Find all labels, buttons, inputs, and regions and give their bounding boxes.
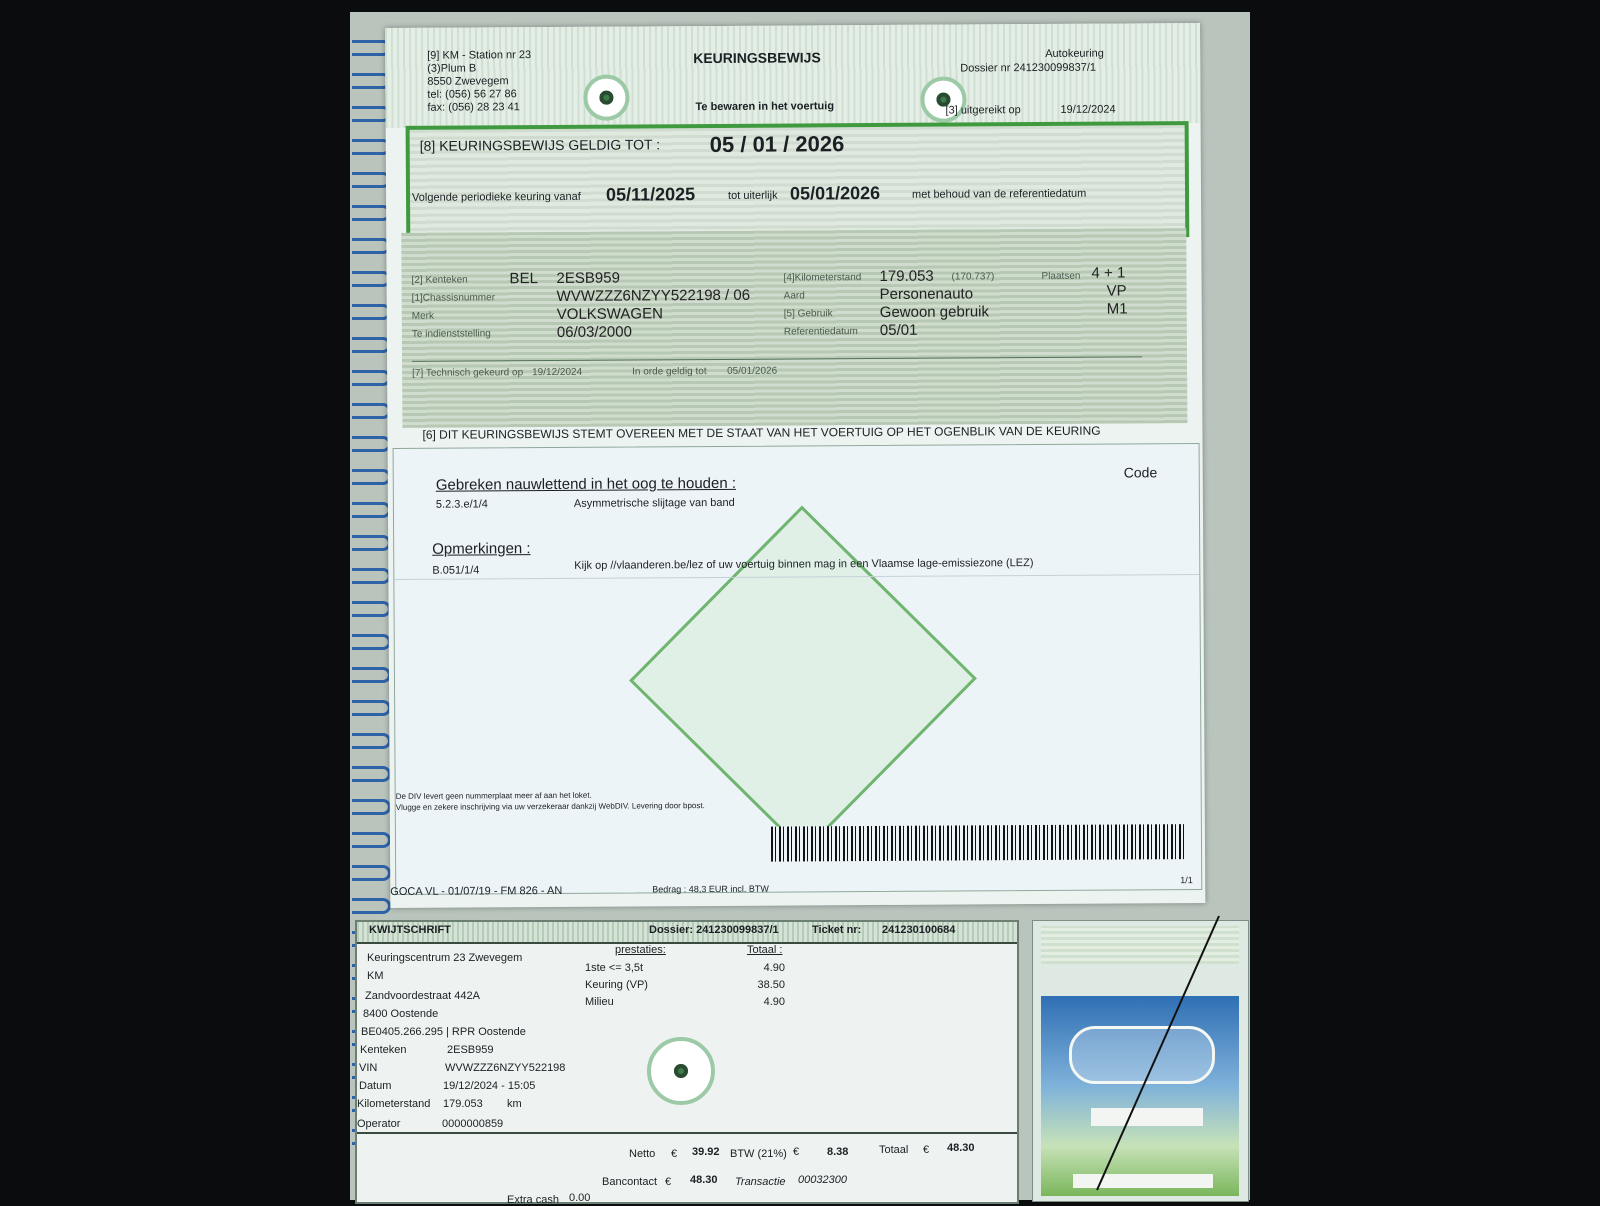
validity-box — [406, 121, 1190, 242]
spiral-ring — [352, 436, 391, 452]
receipt-vat: BE0405.266.295 | RPR Oostende — [361, 1026, 526, 1038]
totals-divider — [357, 1132, 1017, 1134]
netto-euro: € — [671, 1148, 678, 1160]
make-label: Merk — [411, 310, 435, 322]
mileage-label: [4]Kilometerstand — [783, 272, 862, 284]
spiral-ring — [352, 535, 391, 551]
receipt-km-unit: km — [507, 1098, 522, 1110]
receipt-dossier: Dossier: 241230099837/1 — [649, 924, 779, 936]
stub-artwork — [1041, 996, 1239, 1196]
reference-value: 05/01 — [879, 321, 918, 339]
station-operator: (3)Plum B — [427, 62, 477, 75]
code-label: Code — [1123, 464, 1158, 481]
station-fax: fax: (056) 28 23 41 — [427, 101, 520, 114]
receipt-date-label: Datum — [359, 1080, 392, 1092]
service-date-label: Te indienststelling — [411, 328, 491, 340]
item-name: Milieu — [585, 996, 614, 1008]
spiral-ring — [352, 337, 391, 353]
btw-label: BTW (21%) — [730, 1148, 787, 1160]
plate-country: BEL — [509, 270, 538, 288]
spiral-ring — [352, 304, 391, 320]
ticket-label: Ticket nr: — [812, 924, 862, 936]
divider-line — [412, 356, 1142, 361]
spiral-ring — [352, 832, 391, 848]
receipt-title: KWIJTSCHRIFT — [369, 924, 451, 936]
next-inspection-label: Volgende periodieke keuring vanaf — [412, 190, 581, 204]
kind-value: Personenauto — [879, 285, 974, 303]
defect-text: Asymmetrische slijtage van band — [573, 496, 735, 510]
spiral-ring — [352, 667, 391, 683]
div-note-2: Vlugge en zekere inschrijving via uw verzekeraar dankzij WebDIV. Levering door bpost. — [395, 801, 705, 812]
conformity-statement: [6] DIT KEURINGSBEWIJS STEMT OVEREEN MET DE STAAT VAN HET VOERTUIG OP HET OGENBLIK VAN DE KEURING — [422, 423, 1101, 442]
div-note-1: De DIV levert geen nummerplaat meer af aan het loket. — [395, 790, 592, 801]
category-value: M1 — [1106, 300, 1128, 318]
spiral-ring — [352, 403, 391, 419]
document-title: KEURINGSBEWIJS — [693, 49, 821, 67]
receipt-plate-label: Kenteken — [360, 1044, 407, 1056]
btw-euro: € — [793, 1146, 800, 1158]
receipt-date: 19/12/2024 - 15:05 — [443, 1080, 536, 1092]
extracash-label: Extra cash — [507, 1194, 559, 1206]
technical-label: [7] Technisch gekeurd op — [412, 367, 524, 379]
receipt-item — [585, 979, 785, 996]
document-subtitle: Te bewaren in het voertuig — [695, 100, 835, 114]
extracash-value: 0.00 — [569, 1192, 591, 1204]
issued-label: [3] uitgereikt op — [945, 104, 1021, 117]
stub-pattern — [1041, 926, 1239, 964]
eye-logo-icon — [647, 1037, 715, 1105]
plate-number: 2ESB959 — [556, 269, 620, 287]
total-value: 48.30 — [947, 1142, 975, 1154]
spiral-ring — [352, 865, 391, 881]
plate-label: [2] Kenteken — [411, 274, 468, 286]
validity-label: [8] KEURINGSBEWIJS GELDIG TOT : — [419, 136, 661, 154]
vehicle-data — [401, 228, 1187, 428]
station-city: 8550 Zwevegem — [427, 75, 509, 88]
order-label: In orde geldig tot — [632, 366, 707, 378]
make-value: VOLKSWAGEN — [556, 305, 663, 323]
spiral-ring — [352, 568, 391, 584]
spiral-ring — [352, 238, 391, 254]
findings-area — [393, 443, 1203, 895]
vp-value: VP — [1106, 282, 1127, 300]
seats-label: Plaatsen — [1041, 270, 1081, 282]
spiral-ring — [352, 799, 391, 815]
spiral-ring — [352, 502, 391, 518]
receipt-item — [585, 962, 785, 979]
netto-value: 39.92 — [692, 1146, 720, 1158]
transactie-label: Transactie — [735, 1176, 786, 1188]
receipt-km-label: Kilometerstand — [357, 1098, 431, 1110]
service-date: 06/03/2000 — [556, 323, 632, 341]
total-euro: € — [923, 1144, 930, 1156]
remark-code: B.051/1/4 — [432, 564, 480, 577]
form-code: GOCA VL - 01/07/19 - FM 826 - AN — [390, 884, 563, 898]
receipt-km: KM — [367, 970, 384, 982]
spiral-ring — [352, 601, 391, 617]
seats-value: 4 + 1 — [1091, 264, 1126, 282]
receipt-items — [585, 962, 785, 1013]
btw-value: 8.38 — [827, 1146, 849, 1158]
eye-logo-icon — [583, 75, 629, 121]
receipt-city: 8400 Oostende — [363, 1008, 439, 1020]
netto-label: Netto — [629, 1148, 656, 1160]
next-inspection-tail: met behoud van de referentiedatum — [911, 187, 1087, 201]
receipt — [355, 920, 1019, 1204]
issued-date: 19/12/2024 — [1060, 103, 1116, 116]
barcode — [771, 824, 1186, 862]
chassis-label: [1]Chassisnummer — [411, 292, 496, 304]
use-value: Gewoon gebruik — [879, 303, 990, 321]
item-amount: 4.90 — [763, 962, 785, 974]
spiral-ring — [352, 634, 391, 650]
spiral-ring — [352, 700, 391, 716]
transactie-value: 00032300 — [798, 1174, 847, 1186]
receipt-item — [585, 996, 785, 1013]
totaal-label: Totaal : — [747, 944, 783, 956]
receipt-plate: 2ESB959 — [447, 1044, 494, 1056]
spiral-ring — [352, 898, 391, 914]
spiral-ring — [352, 271, 391, 287]
remarks-title: Opmerkingen : — [432, 540, 531, 558]
validity-date: 05 / 01 / 2026 — [709, 131, 845, 158]
receipt-operator-label: Operator — [357, 1118, 401, 1130]
ticket-number: 241230100684 — [882, 924, 956, 936]
mileage-value: 179.053 — [879, 267, 934, 285]
total-label: Totaal — [879, 1144, 909, 1156]
item-name: Keuring (VP) — [585, 979, 648, 991]
station-info — [427, 49, 531, 115]
use-label: [5] Gebruik — [783, 308, 833, 320]
remark-text: Kijk op //vlaanderen.be/lez of uw voertuig binnen mag in een Vlaamse lage-emissiezone (LEZ) — [574, 557, 1034, 572]
stub-chain-oval — [1069, 1026, 1215, 1084]
defect-code: 5.2.3.e/1/4 — [435, 498, 488, 511]
inspection-certificate — [385, 23, 1205, 908]
technical-date: 19/12/2024 — [532, 366, 583, 379]
receipt-vin: WVWZZZ6NZYY522198 — [445, 1062, 566, 1074]
spiral-ring — [352, 733, 391, 749]
defects-title: Gebreken nauwlettend in het oog te houden : — [435, 474, 737, 494]
spiral-ring — [352, 370, 391, 386]
reference-label: Referentiedatum — [783, 326, 858, 338]
station-tel: tel: (056) 56 27 86 — [427, 88, 517, 101]
prestaties-label: prestaties: — [615, 944, 666, 956]
mileage-previous: (170.737) — [951, 271, 995, 283]
kind-label: Aard — [783, 290, 805, 302]
dossier-number: Dossier nr 241230099837/1 — [960, 61, 1097, 75]
spiral-ring — [352, 469, 391, 485]
order-date: 05/01/2026 — [727, 365, 778, 377]
receipt-km-value: 179.053 — [443, 1098, 483, 1110]
item-amount: 38.50 — [757, 979, 785, 991]
item-name: 1ste <= 3,5t — [585, 962, 644, 974]
next-inspection-to: 05/01/2026 — [789, 182, 881, 204]
receipt-center: Keuringscentrum 23 Zwevegem — [367, 952, 523, 964]
bancontact-value: 48.30 — [690, 1174, 718, 1186]
next-inspection-from: 05/11/2025 — [605, 184, 696, 205]
div-notes — [396, 789, 705, 813]
amount-note: Bedrag : 48,3 EUR incl. BTW — [652, 883, 769, 895]
station-name: [9] KM - Station nr 23 — [427, 49, 532, 62]
item-amount: 4.90 — [763, 996, 785, 1008]
bancontact-label: Bancontact — [602, 1176, 658, 1188]
bancontact-euro: € — [665, 1176, 672, 1188]
receipt-stub — [1032, 920, 1249, 1202]
chassis-number: WVWZZZ6NZYY522198 / 06 — [556, 286, 751, 305]
next-inspection-mid: tot uiterlijk — [727, 189, 778, 202]
receipt-vin-label: VIN — [359, 1062, 378, 1074]
spiral-ring — [352, 766, 391, 782]
stub-field — [1073, 1174, 1213, 1188]
receipt-street: Zandvoordestraat 442A — [365, 990, 480, 1002]
inspection-type: Autokeuring — [1045, 47, 1104, 60]
receipt-operator: 0000000859 — [442, 1118, 504, 1130]
stub-field — [1091, 1108, 1203, 1126]
page-number: 1/1 — [1180, 875, 1193, 886]
